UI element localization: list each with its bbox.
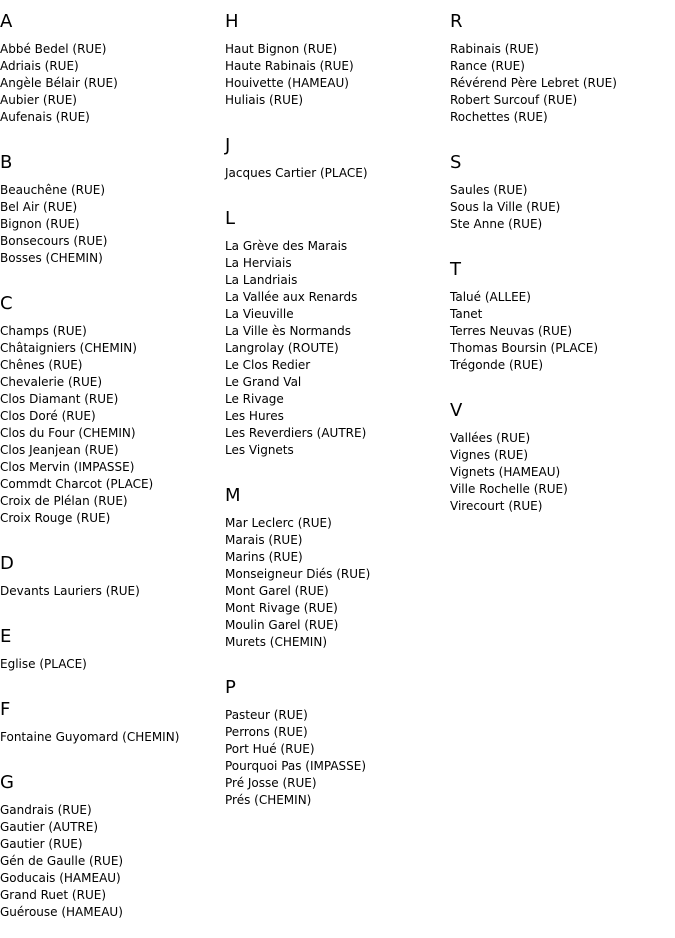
letter-section bbox=[0, 615, 220, 673]
street-link[interactable]: Rance (RUE) bbox=[450, 59, 525, 73]
street-list-item bbox=[225, 425, 445, 442]
street-link[interactable]: Perrons (RUE) bbox=[225, 725, 308, 739]
letter-heading: S bbox=[450, 152, 462, 173]
street-list-item bbox=[225, 289, 445, 306]
street-link[interactable]: Clos Diamant (RUE) bbox=[0, 392, 119, 406]
street-link[interactable]: Saules (RUE) bbox=[450, 183, 528, 197]
street-list-item bbox=[0, 425, 220, 442]
street-link[interactable]: Vignets (HAMEAU) bbox=[450, 465, 561, 479]
street-link[interactable]: Port Hué (RUE) bbox=[225, 742, 315, 756]
street-list-item bbox=[450, 498, 670, 515]
street-list-item bbox=[225, 758, 445, 775]
street-link[interactable]: Chevalerie (RUE) bbox=[0, 375, 103, 389]
letter-section bbox=[0, 282, 220, 527]
street-list-item bbox=[0, 802, 220, 819]
street-list-item bbox=[0, 323, 220, 340]
street-link[interactable]: Les Reverdiers (AUTRE) bbox=[225, 426, 367, 440]
street-list-item bbox=[0, 391, 220, 408]
street-link[interactable]: Clos Jeanjean (RUE) bbox=[0, 443, 119, 457]
street-list-item bbox=[0, 476, 220, 493]
street-link[interactable]: Bel Air (RUE) bbox=[0, 200, 78, 214]
street-list-item bbox=[0, 904, 220, 921]
street-list-item bbox=[225, 775, 445, 792]
street-list-item bbox=[450, 109, 670, 126]
street-link[interactable]: Haute Rabinais (RUE) bbox=[225, 59, 354, 73]
letter-heading: L bbox=[225, 208, 236, 229]
street-list bbox=[0, 182, 220, 267]
letter-section bbox=[225, 666, 445, 809]
street-link[interactable]: Jacques Cartier (PLACE) bbox=[225, 166, 368, 180]
street-link[interactable]: Gén de Gaulle (RUE) bbox=[0, 854, 124, 868]
street-list bbox=[225, 238, 445, 459]
street-link[interactable]: Thomas Boursin (PLACE) bbox=[450, 341, 599, 355]
index-column bbox=[0, 0, 220, 936]
street-list-item bbox=[225, 272, 445, 289]
street-list-item bbox=[225, 583, 445, 600]
street-link[interactable]: Rabinais (RUE) bbox=[450, 42, 539, 56]
street-list-item bbox=[225, 617, 445, 634]
street-list-item bbox=[0, 408, 220, 425]
street-link[interactable]: Monseigneur Diés (RUE) bbox=[225, 567, 371, 581]
letter-section bbox=[450, 0, 670, 126]
street-list bbox=[225, 515, 445, 651]
letter-heading: F bbox=[0, 699, 11, 720]
street-link[interactable]: Pré Josse (RUE) bbox=[225, 776, 317, 790]
street-link[interactable]: Pasteur (RUE) bbox=[225, 708, 308, 722]
street-link[interactable]: Beauchêne (RUE) bbox=[0, 183, 106, 197]
street-list-item bbox=[0, 459, 220, 476]
street-link[interactable]: Goducais (HAMEAU) bbox=[0, 871, 121, 885]
street-link[interactable]: Bignon (RUE) bbox=[0, 217, 80, 231]
street-link[interactable]: Gautier (AUTRE) bbox=[0, 820, 99, 834]
street-list-item bbox=[225, 306, 445, 323]
letter-section bbox=[450, 248, 670, 374]
street-link[interactable]: Champs (RUE) bbox=[0, 324, 87, 338]
street-list-item bbox=[450, 306, 670, 323]
street-list-item bbox=[0, 92, 220, 109]
street-list bbox=[0, 729, 220, 746]
street-link[interactable]: Mar Leclerc (RUE) bbox=[225, 516, 332, 530]
street-list-item bbox=[0, 493, 220, 510]
letter-heading: V bbox=[450, 400, 463, 421]
letter-heading: M bbox=[225, 485, 241, 506]
street-list-item bbox=[0, 583, 220, 600]
letter-heading: J bbox=[225, 135, 231, 156]
street-list bbox=[450, 289, 670, 374]
street-list-item bbox=[225, 792, 445, 809]
street-link[interactable]: Marins (RUE) bbox=[225, 550, 303, 564]
letter-section bbox=[450, 389, 670, 515]
street-link[interactable]: Révérend Père Lebret (RUE) bbox=[450, 76, 617, 90]
street-list-item bbox=[0, 853, 220, 870]
street-link[interactable]: Prés (CHEMIN) bbox=[225, 793, 312, 807]
street-list-item bbox=[0, 729, 220, 746]
letter-section bbox=[225, 197, 445, 459]
street-list-item bbox=[225, 515, 445, 532]
street-list-item bbox=[0, 250, 220, 267]
street-list-item bbox=[0, 374, 220, 391]
street-list-item bbox=[0, 109, 220, 126]
street-list-item bbox=[225, 741, 445, 758]
street-link[interactable]: Abbé Bedel (RUE) bbox=[0, 42, 107, 56]
street-link[interactable]: Talué (ALLEE) bbox=[450, 290, 531, 304]
street-list-item bbox=[0, 357, 220, 374]
street-list-item bbox=[225, 600, 445, 617]
street-link[interactable]: Langrolay (ROUTE) bbox=[225, 341, 339, 355]
street-list bbox=[0, 802, 220, 921]
street-list bbox=[450, 182, 670, 233]
street-link[interactable]: Aubier (RUE) bbox=[0, 93, 77, 107]
street-list-item bbox=[450, 199, 670, 216]
street-link[interactable]: Trégonde (RUE) bbox=[450, 358, 544, 372]
letter-section bbox=[0, 0, 220, 126]
street-list-item bbox=[225, 549, 445, 566]
street-list-item bbox=[450, 357, 670, 374]
street-link[interactable]: Tanet bbox=[450, 307, 483, 321]
street-link[interactable]: Commdt Charcot (PLACE) bbox=[0, 477, 154, 491]
street-link[interactable]: Gautier (RUE) bbox=[0, 837, 83, 851]
index-column bbox=[450, 0, 670, 530]
letter-heading: B bbox=[0, 152, 13, 173]
index-column bbox=[225, 0, 445, 824]
street-link[interactable]: Angèle Bélair (RUE) bbox=[0, 76, 118, 90]
street-list-item bbox=[225, 340, 445, 357]
letter-heading: R bbox=[450, 11, 463, 32]
street-list-item bbox=[0, 58, 220, 75]
street-list-item bbox=[0, 199, 220, 216]
letter-heading: E bbox=[0, 626, 12, 647]
street-list-item bbox=[0, 216, 220, 233]
letter-heading: G bbox=[0, 772, 14, 793]
street-link[interactable]: Bonsecours (RUE) bbox=[0, 234, 108, 248]
street-link[interactable]: Mont Rivage (RUE) bbox=[225, 601, 338, 615]
street-link[interactable]: Robert Surcouf (RUE) bbox=[450, 93, 578, 107]
street-list-item bbox=[225, 724, 445, 741]
street-list bbox=[0, 323, 220, 527]
street-link[interactable]: Le Clos Redier bbox=[225, 358, 311, 372]
street-link[interactable]: Bosses (CHEMIN) bbox=[0, 251, 103, 265]
street-link[interactable]: La Landriais bbox=[225, 273, 298, 287]
street-link[interactable]: Vallées (RUE) bbox=[450, 431, 531, 445]
street-list-item bbox=[225, 357, 445, 374]
street-link[interactable]: Eglise (PLACE) bbox=[0, 657, 87, 671]
street-list-item bbox=[0, 836, 220, 853]
street-link[interactable]: Clos du Four (CHEMIN) bbox=[0, 426, 136, 440]
street-link[interactable]: La Vieuville bbox=[225, 307, 294, 321]
street-link[interactable]: Clos Doré (RUE) bbox=[0, 409, 96, 423]
street-link[interactable]: Devants Lauriers (RUE) bbox=[0, 584, 140, 598]
letter-section bbox=[225, 124, 445, 182]
street-list-item bbox=[225, 707, 445, 724]
street-link[interactable]: Gandrais (RUE) bbox=[0, 803, 92, 817]
street-list-item bbox=[0, 233, 220, 250]
street-link[interactable]: Terres Neuvas (RUE) bbox=[450, 324, 573, 338]
street-list bbox=[225, 41, 445, 109]
street-list-item bbox=[450, 447, 670, 464]
street-link[interactable]: La Grève des Marais bbox=[225, 239, 348, 253]
street-list-item bbox=[450, 430, 670, 447]
street-list-item bbox=[450, 41, 670, 58]
street-list-item bbox=[0, 656, 220, 673]
street-list-item bbox=[0, 340, 220, 357]
street-list-item bbox=[225, 442, 445, 459]
street-link[interactable]: Vignes (RUE) bbox=[450, 448, 529, 462]
street-link[interactable]: Chênes (RUE) bbox=[0, 358, 83, 372]
street-list-item bbox=[225, 374, 445, 391]
street-list-item bbox=[0, 41, 220, 58]
street-link[interactable]: Les Vignets bbox=[225, 443, 294, 457]
street-list-item bbox=[0, 182, 220, 199]
street-link[interactable]: Les Hures bbox=[225, 409, 284, 423]
street-list-item bbox=[450, 464, 670, 481]
street-list-item bbox=[225, 391, 445, 408]
street-link[interactable]: La Herviais bbox=[225, 256, 292, 270]
street-link[interactable]: Pourquoi Pas (IMPASSE) bbox=[225, 759, 367, 773]
street-list bbox=[450, 41, 670, 126]
street-list-item bbox=[225, 165, 445, 182]
street-list-item bbox=[225, 75, 445, 92]
street-list-item bbox=[450, 481, 670, 498]
street-link[interactable]: Marais (RUE) bbox=[225, 533, 303, 547]
street-list bbox=[0, 583, 220, 600]
street-list bbox=[0, 656, 220, 673]
street-list bbox=[450, 430, 670, 515]
street-list-item bbox=[450, 340, 670, 357]
street-link[interactable]: La Vallée aux Renards bbox=[225, 290, 358, 304]
street-list-item bbox=[450, 289, 670, 306]
letter-section bbox=[450, 141, 670, 233]
letter-section bbox=[0, 141, 220, 267]
letter-heading: P bbox=[225, 677, 236, 698]
street-list-item bbox=[450, 182, 670, 199]
street-link[interactable]: Châtaigniers (CHEMIN) bbox=[0, 341, 137, 355]
street-list-item bbox=[450, 75, 670, 92]
street-link[interactable]: Fontaine Guyomard (CHEMIN) bbox=[0, 730, 180, 744]
letter-section bbox=[0, 688, 220, 746]
street-list-item bbox=[0, 887, 220, 904]
street-list-item bbox=[225, 408, 445, 425]
street-list-item bbox=[450, 323, 670, 340]
street-link[interactable]: Huliais (RUE) bbox=[225, 93, 304, 107]
street-list-item bbox=[450, 58, 670, 75]
street-link[interactable]: Ville Rochelle (RUE) bbox=[450, 482, 568, 496]
street-link[interactable]: Virecourt (RUE) bbox=[450, 499, 543, 513]
street-list-item bbox=[225, 92, 445, 109]
letter-section bbox=[225, 474, 445, 651]
street-list-item bbox=[225, 566, 445, 583]
street-link[interactable]: Sous la Ville (RUE) bbox=[450, 200, 561, 214]
street-list-item bbox=[225, 323, 445, 340]
street-list-item bbox=[225, 238, 445, 255]
street-list-item bbox=[225, 41, 445, 58]
street-list-item bbox=[225, 532, 445, 549]
letter-heading: D bbox=[0, 553, 14, 574]
letter-heading: C bbox=[0, 293, 13, 314]
street-link[interactable]: Clos Mervin (IMPASSE) bbox=[0, 460, 135, 474]
street-link[interactable]: Houivette (HAMEAU) bbox=[225, 76, 349, 90]
street-link[interactable]: Mont Garel (RUE) bbox=[225, 584, 329, 598]
street-link[interactable]: Ste Anne (RUE) bbox=[450, 217, 543, 231]
street-list bbox=[225, 165, 445, 182]
letter-heading: H bbox=[225, 11, 239, 32]
street-list-item bbox=[0, 819, 220, 836]
letter-section bbox=[0, 761, 220, 921]
letter-heading: A bbox=[0, 11, 13, 32]
street-link[interactable]: Adriais (RUE) bbox=[0, 59, 79, 73]
street-link[interactable]: Le Grand Val bbox=[225, 375, 302, 389]
street-list-item bbox=[450, 216, 670, 233]
street-link[interactable]: Rochettes (RUE) bbox=[450, 110, 548, 124]
street-link[interactable]: Guérouse (HAMEAU) bbox=[0, 905, 123, 919]
street-list-item bbox=[450, 92, 670, 109]
street-link[interactable]: Le Rivage bbox=[225, 392, 284, 406]
street-list bbox=[0, 41, 220, 126]
street-link[interactable]: Haut Bignon (RUE) bbox=[225, 42, 338, 56]
street-list-item bbox=[0, 510, 220, 527]
street-link[interactable]: Grand Ruet (RUE) bbox=[0, 888, 106, 902]
street-list-item bbox=[0, 75, 220, 92]
street-list bbox=[225, 707, 445, 809]
street-list-item bbox=[225, 634, 445, 651]
street-list-item bbox=[0, 442, 220, 459]
street-list-item bbox=[0, 870, 220, 887]
street-link[interactable]: Croix de Plélan (RUE) bbox=[0, 494, 128, 508]
street-link[interactable]: Aufenais (RUE) bbox=[0, 110, 90, 124]
letter-section bbox=[0, 542, 220, 600]
letter-section bbox=[225, 0, 445, 109]
street-link[interactable]: La Ville ès Normands bbox=[225, 324, 352, 338]
street-list-item bbox=[225, 58, 445, 75]
street-link[interactable]: Moulin Garel (RUE) bbox=[225, 618, 339, 632]
letter-heading: T bbox=[450, 259, 461, 280]
street-link[interactable]: Croix Rouge (RUE) bbox=[0, 511, 111, 525]
street-list-item bbox=[225, 255, 445, 272]
street-link[interactable]: Murets (CHEMIN) bbox=[225, 635, 327, 649]
